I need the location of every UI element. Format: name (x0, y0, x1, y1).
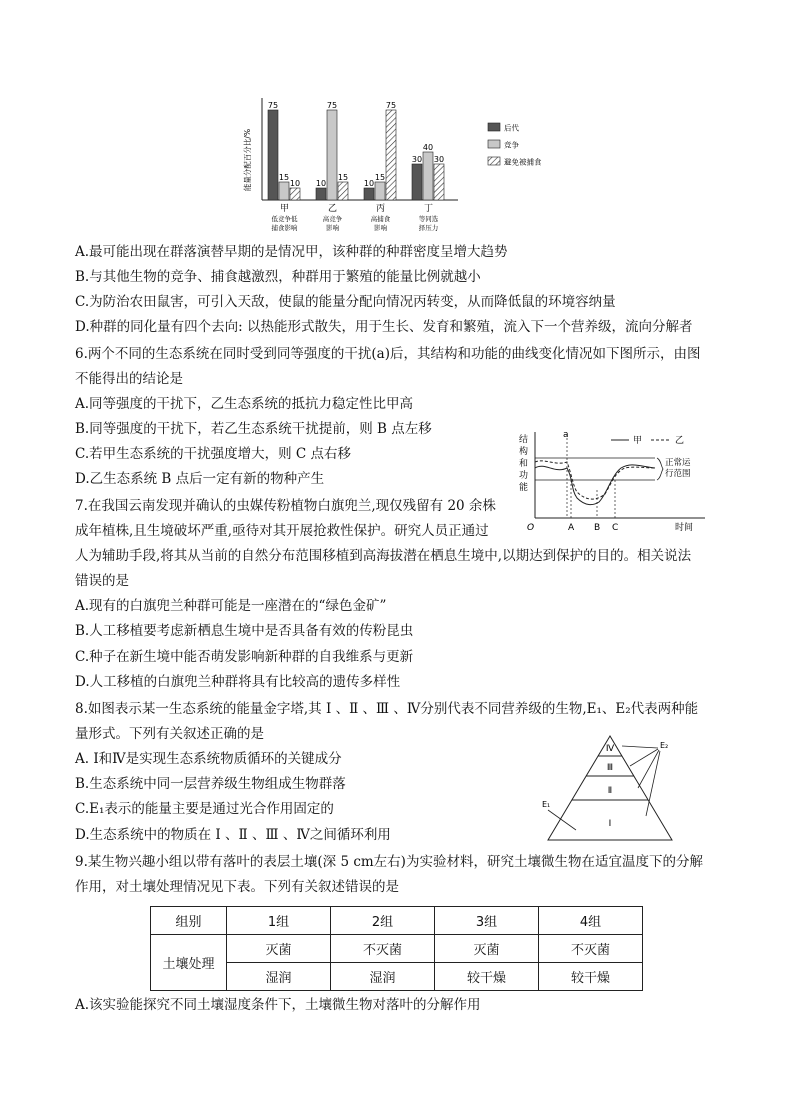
q7-stem-line2: 成年植株,且生境破坏严重,亟待对其开展抢救性保护。研究人员正通过 (75, 523, 489, 539)
row-label-soil-treatment: 土壤处理 (151, 935, 227, 991)
legend-label-offspring: 后代 (504, 123, 519, 133)
level-iv-label: Ⅳ (605, 744, 615, 754)
range-label-2: 行范围 (665, 469, 691, 479)
e1-label: E₁ (542, 800, 551, 809)
curve-jia (535, 465, 655, 505)
legend-label-avoid-predation: 避免被捕食 (504, 157, 542, 167)
q7-option-d: D.人工移植的白旗兜兰种群将具有比较高的遗传多样性 (75, 674, 401, 690)
soil-treatment-table (150, 906, 643, 991)
bar-value-label: 30 (433, 155, 445, 164)
bar-value-label: 15 (278, 173, 290, 182)
q8-stem-line1: 8.如图表示某一生态系统的能量金字塔,其 Ⅰ 、Ⅱ 、Ⅲ 、Ⅳ分别代表不同营养级的生物,E₁、E₂代表两种能 (75, 701, 699, 717)
q7-stem-line4: 错误的是 (75, 573, 129, 589)
bar-offspring-2 (316, 188, 326, 200)
q9-option-a: A.该实验能探究不同土壤湿度条件下，土壤微生物对落叶的分解作用 (75, 997, 481, 1013)
range-label-1: 正常运 (665, 458, 691, 468)
legend-label-competition: 竞争 (504, 140, 519, 150)
q5-option-b: B.与其他生物的竞争、捕食越激烈，种群用于繁殖的能量比例就越小 (75, 269, 481, 285)
graph-ylabel-3: 和 (519, 459, 529, 469)
level-ii-label: Ⅱ (607, 786, 613, 796)
category-label: 丁 (423, 204, 434, 214)
disturbance-a-label: a (563, 430, 569, 440)
energy-pyramid (540, 732, 690, 844)
category-note: 低竞争低 (271, 215, 298, 223)
q8-option-d: D.生态系统中的物质在 Ⅰ 、Ⅱ 、Ⅲ 、Ⅳ之间循环利用 (75, 827, 391, 843)
tick-c: C (612, 523, 619, 533)
bar-value-label: 75 (267, 101, 279, 110)
header-group-3: 3组 (435, 907, 539, 935)
q9-stem-line2: 作用，对土壤处理情况见下表。下列有关叙述错误的是 (75, 879, 399, 895)
bar-competition-3 (375, 182, 385, 200)
q6-stem-line2: 不能得出的结论是 (75, 371, 183, 387)
legend-swatch-offspring (488, 123, 500, 131)
graph-xlabel: 时间 (675, 523, 694, 533)
e2-label: E₂ (660, 741, 669, 750)
chart-legend (488, 123, 542, 167)
q7-stem-line1: 7.在我国云南发现并确认的虫媒传粉植物白旗兜兰,现仅残留有 20 余株 (75, 498, 496, 514)
origin-label: O (527, 523, 535, 533)
q7-option-b: B.人工移植要考虑新栖息生境中是否具备有效的传粉昆虫 (75, 623, 414, 639)
bar-value-label: 10 (363, 179, 375, 188)
graph-ylabel-5: 能 (519, 483, 529, 493)
category-note: 等同选 (418, 215, 439, 223)
bar-offspring-4 (412, 164, 422, 200)
q5-option-a: A.最可能出现在群落演替早期的是情况甲，该种群的种群密度呈增大趋势 (75, 244, 508, 260)
q6-option-a: A.同等强度的干扰下，乙生态系统的抵抗力稳定性比甲高 (75, 396, 414, 412)
category-label: 甲 (279, 204, 290, 214)
q8-option-b: B.生态系统中同一层营养级生物组成生物群落 (75, 776, 346, 792)
q6-option-d: D.乙生态系统 B 点后一定有新的物种产生 (75, 471, 325, 487)
bar-avoid-predation-1 (290, 188, 300, 200)
cell-r2-c2: 湿润 (331, 963, 435, 991)
legend-yi-label: 乙 (675, 436, 685, 446)
cell-r1-c4: 不灭菌 (539, 935, 643, 963)
cell-r2-c1: 湿润 (227, 963, 331, 991)
q6-option-c: C.若甲生态系统的干扰强度增大，则 C 点右移 (75, 446, 352, 462)
category-note: 高竞争 (322, 215, 343, 223)
header-group-1: 1组 (227, 907, 331, 935)
category-note: 影响 (374, 224, 387, 232)
bar-value-label: 75 (326, 101, 338, 110)
chart-ylabel: 能量分配百分比/% (243, 128, 252, 192)
bar-value-label: 10 (315, 179, 327, 188)
q5-option-c: C.为防治农田鼠害，可引入天敌，使鼠的能量分配向情况丙转变，从而降低鼠的环境容纳量 (75, 294, 616, 310)
disturbance-curve-graph (515, 428, 715, 538)
q8-stem-line2: 量形式。下列有关叙述正确的是 (75, 726, 264, 742)
bar-avoid-predation-4 (434, 164, 444, 200)
bar-offspring-3 (364, 188, 374, 200)
tick-a: A (568, 523, 575, 533)
e2-arrow-2 (630, 749, 658, 766)
cell-r2-c3: 较干燥 (435, 963, 539, 991)
range-brace (657, 458, 663, 480)
bar-competition-4 (423, 152, 433, 200)
e2-arrow-1 (622, 746, 658, 748)
bar-value-label: 15 (374, 173, 386, 182)
header-group-4: 4组 (539, 907, 643, 935)
category-label: 丙 (375, 204, 386, 214)
cell-r2-c4: 较干燥 (539, 963, 643, 991)
graph-ylabel-1: 结 (519, 435, 529, 445)
category-note: 影响 (326, 224, 339, 232)
e1-arrow (548, 810, 576, 830)
q7-option-a: A.现有的白旗兜兰种群可能是一座潜在的“绿色金矿” (75, 598, 387, 614)
q6-option-b: B.同等强度的干扰下，若乙生态系统干扰提前，则 B 点左移 (75, 421, 432, 437)
bar-value-label: 75 (385, 101, 397, 110)
level-i-label: Ⅰ (608, 819, 612, 829)
bar-competition-1 (279, 182, 289, 200)
q7-option-c: C.种子在新生境中能否萌发影响新种群的自我维系与更新 (75, 649, 414, 665)
header-group-2: 2组 (331, 907, 435, 935)
header-group-label: 组别 (151, 907, 227, 935)
bar-value-label: 40 (422, 143, 434, 152)
cell-r1-c2: 不灭菌 (331, 935, 435, 963)
q9-stem-line1: 9.某生物兴趣小组以带有落叶的表层土壤(深 5 cm左右)为实验材料，研究土壤微生物在适宜温度下的分解 (75, 854, 703, 870)
graph-ylabel-2: 构 (519, 447, 529, 457)
table-header-row (151, 907, 643, 935)
bar-avoid-predation-2 (338, 182, 348, 200)
level-iii-label: Ⅲ (606, 763, 614, 773)
legend-swatch-avoid-predation (488, 157, 500, 165)
bar-value-label: 15 (337, 173, 349, 182)
energy-allocation-chart (240, 92, 570, 242)
category-note: 高捕食 (370, 215, 391, 223)
category-note: 择压力 (418, 224, 439, 232)
bar-avoid-predation-3 (386, 110, 396, 200)
bar-offspring-1 (268, 110, 278, 200)
q7-stem-line3: 人为辅助手段,将其从当前的自然分布范围移植到高海拔潜在栖息生境中,以期达到保护的目的。相关说法 (75, 548, 692, 564)
cell-r1-c1: 灭菌 (227, 935, 331, 963)
q5-option-d: D.种群的同化量有四个去向: 以热能形式散失，用于生长、发育和繁殖，流入下一个营养级，流向分解者 (75, 319, 693, 335)
legend-swatch-competition (488, 140, 500, 148)
tick-b: B (594, 523, 601, 533)
legend-jia-label: 甲 (633, 436, 643, 446)
category-note: 捕食影响 (271, 224, 298, 232)
q8-option-a: A. Ⅰ和Ⅳ是实现生态系统物质循环的关键成分 (75, 751, 342, 767)
graph-ylabel-4: 功 (519, 471, 529, 481)
bar-value-label: 10 (289, 179, 301, 188)
q6-stem-line1: 6.两个不同的生态系统在同时受到同等强度的干扰(a)后，其结构和功能的曲线变化情况如下图所示，由图 (75, 346, 701, 362)
category-label: 乙 (327, 204, 338, 214)
cell-r1-c3: 灭菌 (435, 935, 539, 963)
bar-value-label: 30 (411, 155, 423, 164)
q8-option-c: C.E₁表示的能量主要是通过光合作用固定的 (75, 801, 334, 817)
table-row (151, 935, 643, 963)
bar-competition-2 (327, 110, 337, 200)
